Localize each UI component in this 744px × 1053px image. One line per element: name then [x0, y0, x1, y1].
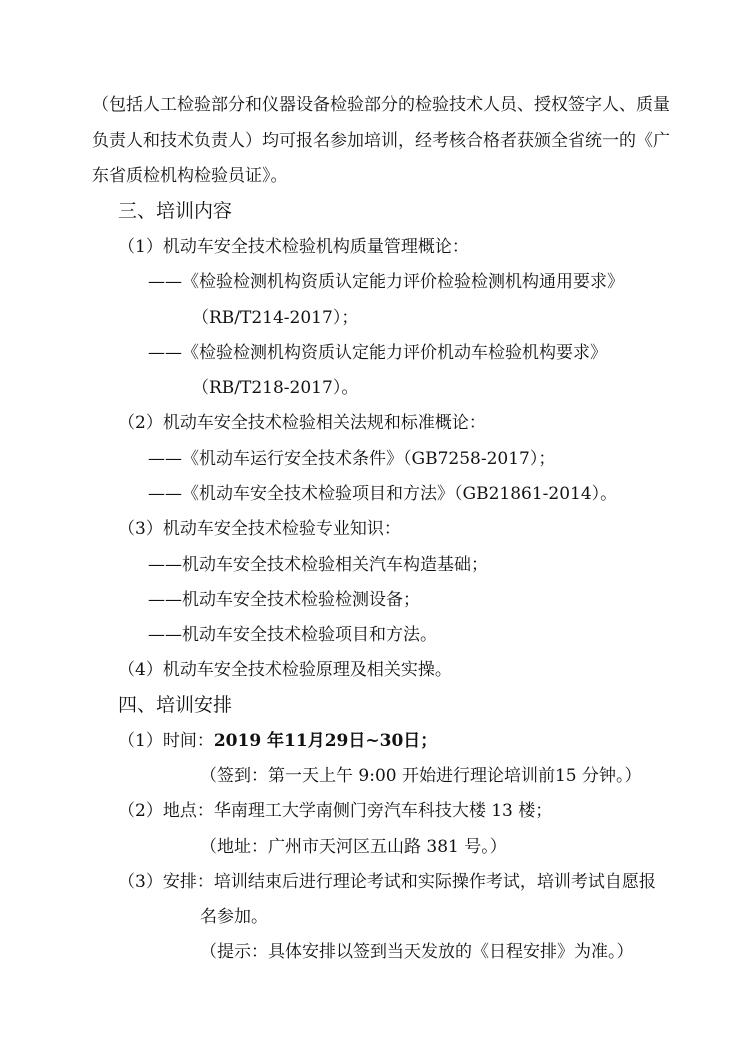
section-4-address: （地址：广州市天河区五山路 381 号。）: [200, 837, 507, 857]
section-3-item-2-b: ——《机动车安全技术检验项目和方法》（GB21861-2014）。: [148, 484, 618, 504]
section-4-time: [118, 730, 437, 752]
section-4-arrange-line-2: 名参加。: [200, 907, 268, 927]
section-3-item-3-a: ——机动车安全技术检验相关汽车构造基础；: [148, 555, 488, 575]
section-3-item-2: （2）机动车安全技术检验相关法规和标准概论：: [118, 413, 486, 433]
section-4-place: （2）地点：华南理工大学南侧门旁汽车科技大楼 13 楼；: [118, 801, 553, 821]
section-3-item-1: （1）机动车安全技术检验机构质量管理概论：: [118, 237, 469, 257]
section-3-item-3-b: ——机动车安全技术检验检测设备；: [148, 590, 420, 610]
section-4-tip: （提示：具体安排以签到当天发放的《日程安排》为准。）: [200, 942, 634, 962]
section-3-item-1-b: ——《检验检测机构资质认定能力评价机动车检验机构要求》: [148, 343, 607, 363]
section-3-item-1-a-code: （RB/T214-2017）；: [192, 308, 359, 328]
section-3-item-2-a: ——《机动车运行安全技术条件》（GB7258-2017）；: [148, 449, 556, 469]
intro-line-2: 负责人和技术负责人）均可报名参加培训，经考核合格者获颁全省统一的《广: [92, 131, 670, 151]
time-label: （1）时间：: [118, 731, 214, 751]
section-3-item-1-a: ——《检验检测机构资质认定能力评价检验检测机构通用要求》: [148, 272, 624, 292]
intro-line-3: 东省质检机构检验员证》。: [92, 166, 288, 186]
section-4-time-note: （签到：第一天上午 9:00 开始进行理论培训前15 分钟。）: [200, 766, 642, 786]
section-4-arrange-line-1: （3）安排：培训结束后进行理论考试和实际操作考试，培训考试自愿报: [118, 872, 656, 892]
section-3-item-1-b-code: （RB/T218-2017）。: [192, 378, 359, 398]
section-3-item-3-c: ——机动车安全技术检验项目和方法。: [148, 625, 437, 645]
intro-line-1: （包括人工检验部分和仪器设备检验部分的检验技术人员、授权签字人、质量: [92, 95, 670, 115]
section-4-heading: 四、培训安排: [118, 694, 233, 716]
section-3-item-3: （3）机动车安全技术检验专业知识：: [118, 519, 401, 539]
time-value: 2019 年11月29日~30日；: [213, 731, 438, 751]
section-3-heading: 三、培训内容: [118, 200, 233, 222]
section-3-item-4: （4）机动车安全技术检验原理及相关实操。: [118, 660, 452, 680]
